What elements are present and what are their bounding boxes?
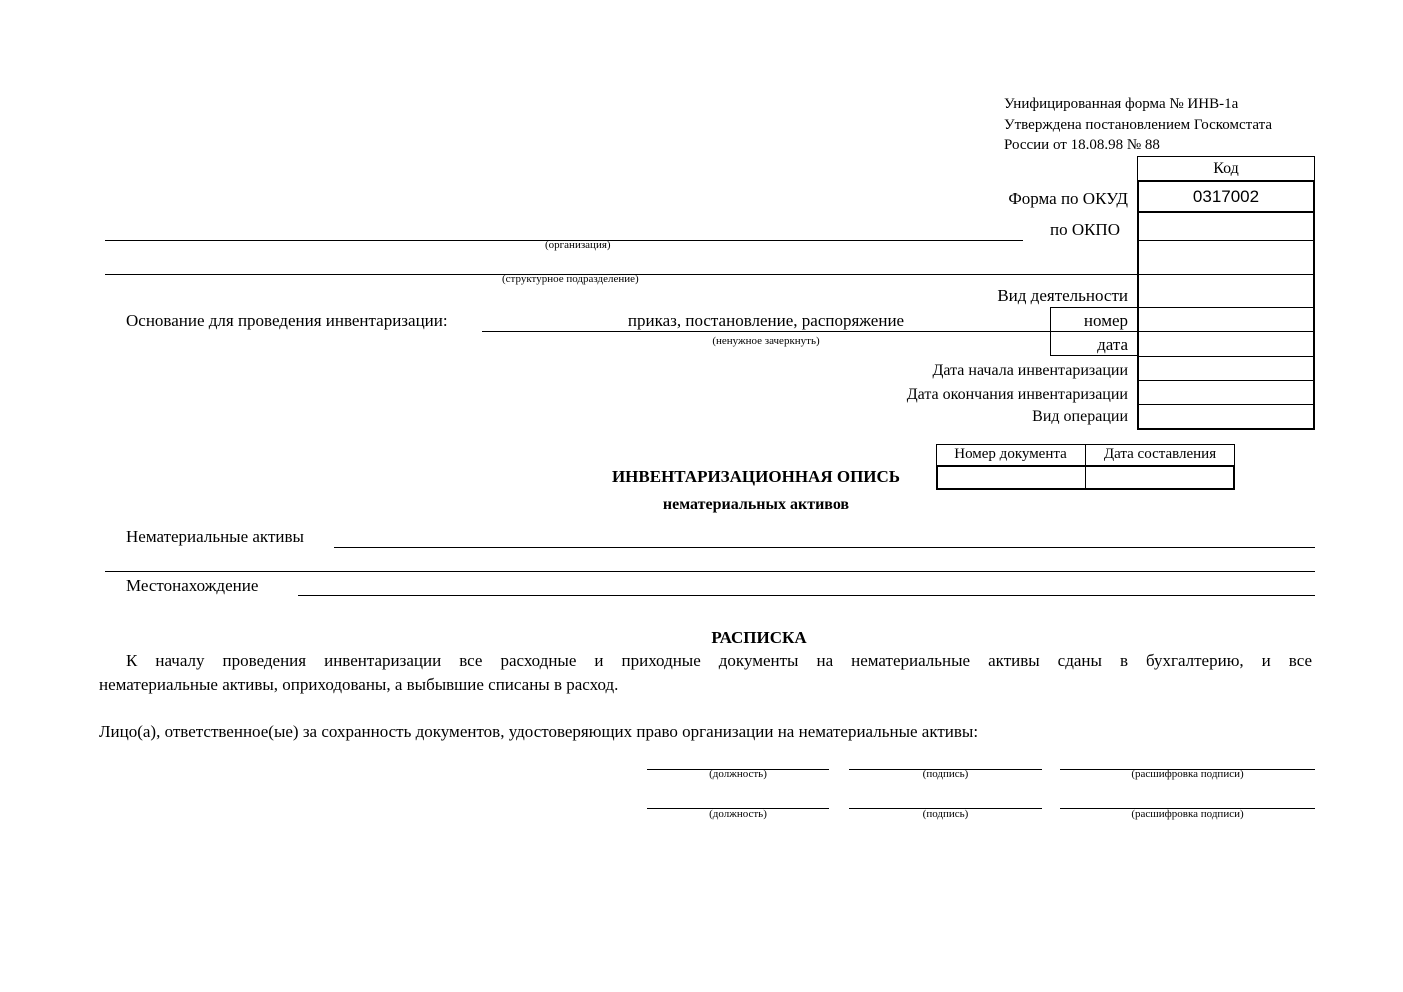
activity-label: Вид деятельности bbox=[997, 286, 1128, 305]
location-label: Местонахождение bbox=[126, 576, 259, 595]
document-number-field[interactable] bbox=[938, 467, 1084, 488]
approval-line: Утверждена постановлением Госкомстата bbox=[1004, 117, 1273, 133]
basis-caption: (ненужное зачеркнуть) bbox=[712, 335, 820, 347]
okpo-label: по ОКПО bbox=[1049, 220, 1120, 239]
document-number-header: Номер документа bbox=[954, 446, 1067, 462]
signature-caption: (подпись) bbox=[922, 768, 969, 780]
start-date-label: Дата начала инвентаризации bbox=[932, 362, 1128, 379]
code-column bbox=[1137, 180, 1315, 430]
position-caption: (должность) bbox=[709, 768, 767, 780]
assets-line[interactable] bbox=[334, 547, 1315, 548]
receipt-text-line1: К началу проведения инвентаризации все расходные и приходные документы на нематериальные активы сданы в бухгалтерию, и все bbox=[126, 651, 1312, 670]
position-caption: (должность) bbox=[709, 808, 767, 820]
assets-line-2[interactable] bbox=[105, 571, 1315, 572]
signature-decoding-caption: (расшифровка подписи) bbox=[1131, 768, 1244, 780]
assets-label: Нематериальные активы bbox=[126, 527, 304, 546]
signature-decoding-caption: (расшифровка подписи) bbox=[1131, 808, 1244, 820]
document-title: ИНВЕНТАРИЗАЦИОННАЯ ОПИСЬ bbox=[611, 467, 901, 486]
receipt-text-line2: нематериальные активы, оприходованы, а выбывшие списаны в расход. bbox=[99, 675, 619, 694]
operation-label: Вид операции bbox=[1032, 408, 1128, 425]
basis-value: приказ, постановление, распоряжение bbox=[627, 311, 905, 330]
document-date-header: Дата составления bbox=[1103, 446, 1217, 462]
form-name: Унифицированная форма № ИНВ-1а bbox=[1004, 96, 1239, 112]
date-label: дата bbox=[1097, 335, 1128, 354]
document-subtitle: нематериальных активов bbox=[662, 496, 850, 513]
basis-line[interactable] bbox=[482, 331, 1050, 332]
division-caption: (структурное подразделение) bbox=[502, 273, 639, 285]
okud-label: Форма по ОКУД bbox=[1008, 189, 1128, 208]
document-date-field[interactable] bbox=[1087, 467, 1233, 488]
approval-date: России от 18.08.98 № 88 bbox=[1004, 137, 1160, 153]
location-line[interactable] bbox=[298, 595, 1315, 596]
end-date-label: Дата окончания инвентаризации bbox=[906, 386, 1128, 403]
code-header: Код bbox=[1137, 156, 1315, 181]
number-label: номер bbox=[1083, 311, 1128, 330]
receipt-title: РАСПИСКА bbox=[711, 628, 807, 647]
basis-label: Основание для проведения инвентаризации: bbox=[126, 311, 448, 330]
okud-code-value: 0317002 bbox=[1192, 187, 1260, 206]
signature-caption: (подпись) bbox=[922, 808, 969, 820]
organization-caption: (организация) bbox=[545, 239, 611, 251]
responsible-person-label: Лицо(а), ответственное(ые) за сохранность документов, удостоверяющих право организации на нематериальные активы: bbox=[99, 722, 979, 741]
